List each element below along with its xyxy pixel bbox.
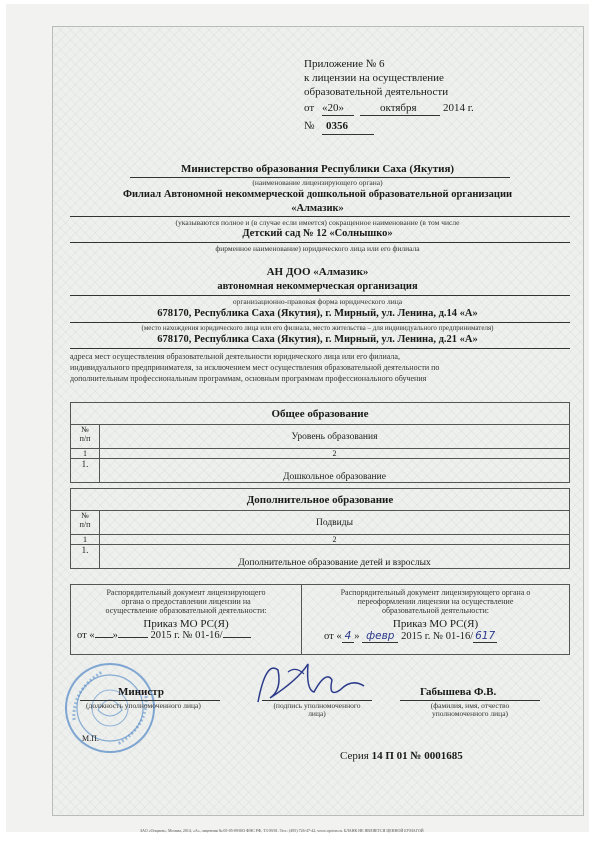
general-row-num: 1.: [71, 459, 100, 483]
appendix-date-day: «20»: [322, 102, 344, 114]
general-idx-1: 1: [71, 449, 100, 459]
general-col-level: Уровень образования: [100, 425, 570, 449]
general-col-num: № п/п: [71, 425, 100, 449]
signature-caption-2: лица): [308, 709, 326, 718]
document-issue-caption-2: органа о предоставлении лицензии на: [121, 597, 251, 606]
document-reissue-cell: [302, 585, 570, 655]
signatory-name-caption-2: уполномоченного лица): [431, 709, 509, 718]
general-row-level: Дошкольное образование: [100, 459, 570, 483]
org-full-name-1: Филиал Автономной некоммерческой дошкольной образовательной организации: [122, 189, 513, 200]
appendix-line-1: к лицензии на осуществление: [304, 72, 444, 84]
appendix-date-from: от: [304, 102, 315, 114]
org-activity-caption-3: дополнительным профессиональным программам, основным программам профессионального обучения: [70, 374, 427, 383]
document-issue-cell: [71, 585, 302, 655]
appendix-num-value: 0356: [326, 120, 348, 132]
series-number: 0001685: [424, 750, 463, 762]
org-activity-caption-1: адреса мест осуществления образовательной деятельности юридического лица или его филиала,: [70, 352, 400, 361]
signature-caption-1: (подпись уполномоченного: [273, 701, 361, 710]
org-full-name-2: «Алмазик»: [291, 203, 344, 214]
document-reissue-month: февр: [362, 630, 398, 643]
appendix-num-label: №: [304, 120, 315, 132]
series-label: Серия: [340, 750, 369, 762]
additional-idx-1: 1: [71, 535, 100, 545]
org-branch-name: Детский сад № 12 «Солнышко»: [242, 228, 393, 239]
seal-place-mark: М.П.: [82, 734, 99, 743]
signatory-name-caption-1: (фамилия, имя, отчество: [430, 701, 510, 710]
document-reissue-year: 2015 г. № 01-16/: [401, 631, 474, 642]
printer-footer: ЗАО «Опцион», Москва, 2014, «А», лицензия № 05-05-09/003 ФНС РФ, ТЗ 09/01. Тел.: (495) 726-47-42, www.opcion.ru. БЛАНК НЕ ЯВЛЯЕТСЯ ЦЕННОЙ БУМАГОЙ: [140, 828, 424, 833]
general-idx-2: 2: [100, 449, 570, 459]
document-reissue-order: Приказ МО РС(Я): [392, 618, 479, 630]
appendix-line-2: образовательной деятельности: [304, 86, 449, 98]
additional-row-num: 1.: [71, 545, 100, 569]
additional-education-table: [70, 488, 570, 569]
document-issue-year: 2015 г. № 01-16/: [150, 630, 223, 641]
document-reissue-caption-1: Распорядительный документ лицензирующего органа о: [340, 588, 531, 597]
document-issue-caption-1: Распорядительный документ лицензирующего: [106, 588, 266, 597]
signatory-name: Габышева Ф.В.: [420, 686, 497, 698]
org-address-activity: 678170, Республика Саха (Якутия), г. Мирный, ул. Ленина, д.21 «А»: [157, 334, 478, 345]
general-education-table: [70, 402, 570, 483]
appendix-date-year: 2014 г.: [443, 102, 474, 114]
document-issue-order: Приказ МО РС(Я): [143, 618, 229, 630]
additional-idx-2: 2: [100, 535, 570, 545]
document-reissue-day: 4: [342, 630, 355, 643]
series-block: [340, 750, 463, 762]
series-num-label: №: [410, 750, 422, 762]
org-address-legal: 678170, Республика Саха (Якутия), г. Мирный, ул. Ленина, д.14 «А»: [157, 308, 478, 319]
org-legal-form: автономная некоммерческая организация: [217, 281, 418, 292]
signatory-position-caption: (должность уполномоченного лица): [86, 701, 201, 710]
org-activity-caption-2: индивидуального предпринимателя, за исключением мест осуществления образовательной деятельности по: [70, 363, 440, 372]
org-legal-form-caption: организационно-правовая форма юридического лица: [232, 297, 403, 306]
org-branch-caption: фирменное наименование) юридического лица или его филиала: [215, 244, 420, 253]
document-issue-caption-3: осуществление образовательной деятельности:: [105, 606, 267, 615]
document-issue-mid: »: [112, 630, 118, 641]
document-reissue-mid: »: [354, 631, 360, 642]
series-value: 14 П 01: [371, 750, 408, 762]
document-issue-from: от «: [77, 630, 95, 641]
documents-table: [70, 584, 570, 655]
document-reissue-from: от «: [324, 631, 342, 642]
document-reissue-number: 617: [475, 630, 496, 642]
appendix-date-month: октября: [380, 102, 417, 114]
document-reissue-caption-3: образовательной деятельности:: [381, 606, 490, 615]
org-full-name-caption: (указываются полное и (в случае если имеется) сокращенное наименование (в том числе: [175, 218, 460, 227]
authority-name: Министерство образования Республики Саха (Якутия): [180, 163, 455, 175]
additional-col-num: № п/п: [71, 511, 100, 535]
general-education-heading: Общее образование: [71, 403, 570, 425]
document-reissue-caption-2: переоформлении лицензии на осуществление: [357, 597, 514, 606]
authority-caption: (наименование лицензирующего органа): [252, 178, 383, 187]
appendix-title: Приложение № 6: [304, 58, 385, 70]
additional-col-sub: Подвиды: [100, 511, 570, 535]
org-address-caption: (место нахождения юридического лица или его филиала, место жительства – для индивидуального предпринимателя): [141, 324, 494, 332]
org-short-name: АН ДОО «Алмазик»: [266, 266, 369, 278]
additional-education-heading: Дополнительное образование: [71, 489, 570, 511]
signatory-position: Министр: [118, 686, 164, 698]
additional-row-sub: Дополнительное образование детей и взрослых: [100, 545, 570, 569]
